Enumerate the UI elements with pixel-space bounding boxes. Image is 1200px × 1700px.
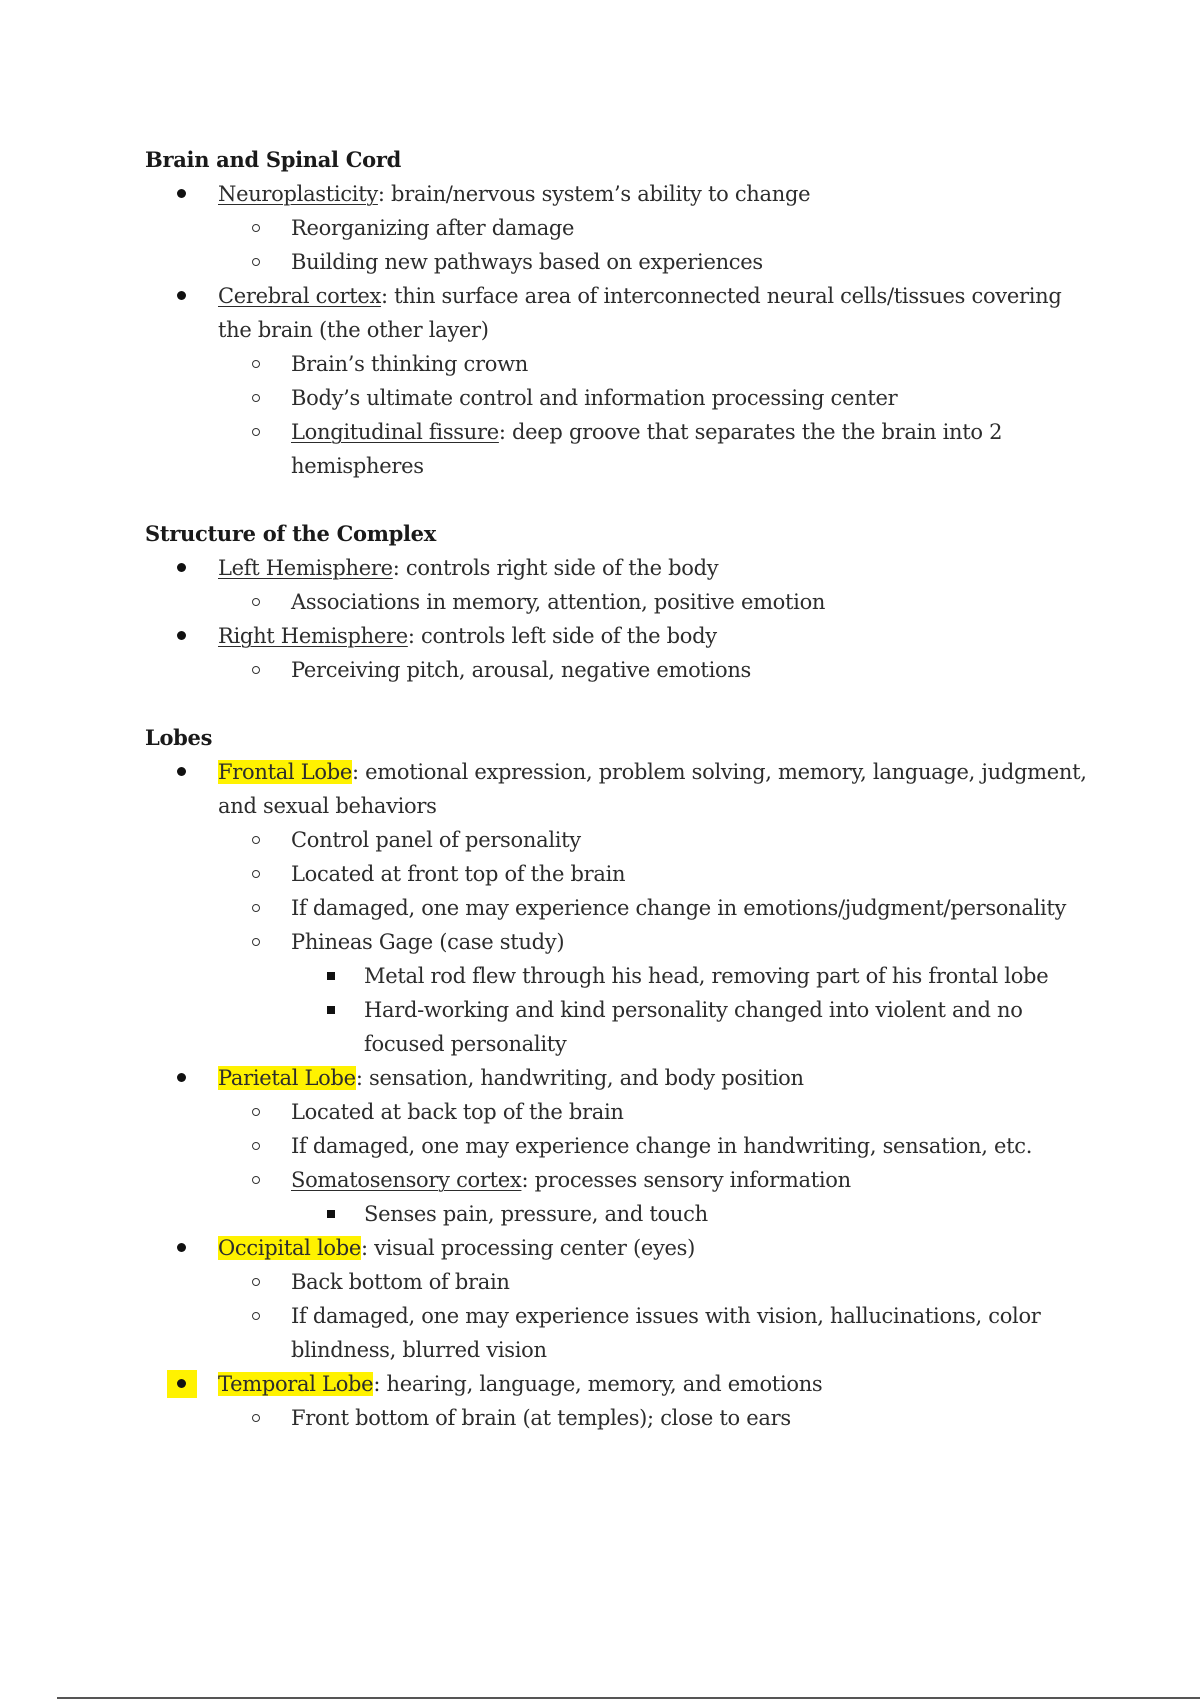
list-item	[218, 1095, 1095, 1129]
section-lobes	[145, 721, 1095, 1435]
list-item	[291, 993, 1095, 1061]
item-text: Reorganizing after damage	[291, 216, 575, 240]
definition-text: : thin surface area of interconnected neural cells/tissues covering the brain (the other layer)	[218, 284, 1062, 342]
sub-sub-list	[291, 959, 1095, 1061]
term-occipital-lobe: Occipital lobe	[218, 1236, 361, 1260]
term-left-hemisphere: Left Hemisphere	[218, 556, 393, 580]
section-heading: Lobes	[145, 725, 213, 750]
item-text: Located at back top of the brain	[291, 1100, 624, 1124]
item-text: Located at front top of the brain	[291, 862, 626, 886]
definition-text: : sensation, handwriting, and body position	[355, 1066, 804, 1090]
item-text: If damaged, one may experience change in handwriting, sensation, etc.	[291, 1134, 1033, 1158]
sub-list	[218, 1095, 1095, 1231]
definition-text: : emotional expression, problem solving, memory, language, judgment, and sexual behaviors	[218, 760, 1087, 818]
item-text: Building new pathways based on experiences	[291, 250, 763, 274]
bullet-icon	[177, 755, 187, 789]
hollow-bullet-icon	[252, 245, 262, 279]
sub-sub-list	[291, 1197, 1095, 1231]
hollow-bullet-icon	[252, 1095, 262, 1129]
sub-list	[218, 585, 1095, 619]
list-item	[218, 857, 1095, 891]
term-cerebral-cortex: Cerebral cortex	[218, 284, 382, 308]
term-temporal-lobe: Temporal Lobe	[218, 1372, 374, 1396]
list-item	[218, 653, 1095, 687]
sub-list	[218, 211, 1095, 279]
section-heading: Structure of the Complex	[145, 521, 436, 546]
list-item	[218, 585, 1095, 619]
term-parietal-lobe: Parietal Lobe	[218, 1066, 356, 1090]
bullet-icon	[177, 551, 187, 585]
item-text: If damaged, one may experience issues with vision, hallucinations, color blindness, blurred vision	[291, 1304, 1041, 1362]
definition-text: : processes sensory information	[521, 1168, 851, 1192]
bullet-icon	[177, 1231, 187, 1265]
bullet-icon	[177, 619, 187, 653]
list-item	[145, 279, 1095, 483]
square-bullet-icon	[327, 959, 337, 993]
hollow-bullet-icon	[252, 415, 262, 449]
hollow-bullet-icon	[252, 1265, 262, 1299]
item-text: Brain’s thinking crown	[291, 352, 528, 376]
list-item	[218, 1129, 1095, 1163]
list-item	[218, 823, 1095, 857]
hollow-bullet-icon	[252, 211, 262, 245]
hollow-bullet-icon	[252, 857, 262, 891]
list-item	[145, 619, 1095, 687]
hollow-bullet-icon	[252, 381, 262, 415]
list-item	[218, 245, 1095, 279]
bullet-icon	[177, 1061, 187, 1095]
hollow-bullet-icon	[252, 347, 262, 381]
item-text: Hard-working and kind personality changed into violent and no focused personality	[364, 998, 1023, 1056]
definition-text: : deep groove that separates the the brain into 2 hemispheres	[291, 420, 1003, 478]
list-item	[291, 959, 1095, 993]
definition-text: : hearing, language, memory, and emotions	[373, 1372, 823, 1396]
hollow-bullet-icon	[252, 891, 262, 925]
list-item	[145, 755, 1095, 1061]
hollow-bullet-icon	[252, 925, 262, 959]
list-item	[145, 551, 1095, 619]
item-text: If damaged, one may experience change in emotions/judgment/personality	[291, 896, 1067, 920]
bullet-icon	[177, 279, 187, 313]
square-bullet-icon	[327, 1197, 337, 1231]
definition-text: : brain/nervous system’s ability to change	[377, 182, 811, 206]
list-item	[218, 1401, 1095, 1435]
hollow-bullet-icon	[252, 653, 262, 687]
bullet-list	[145, 755, 1095, 1435]
term-frontal-lobe: Frontal Lobe	[218, 760, 352, 784]
sub-list	[218, 1265, 1095, 1367]
sub-list	[218, 653, 1095, 687]
list-item	[218, 381, 1095, 415]
document-body	[145, 143, 1095, 1435]
hollow-bullet-icon	[252, 585, 262, 619]
item-text: Phineas Gage (case study)	[291, 930, 565, 954]
definition-text: : controls left side of the body	[407, 624, 717, 648]
bullet-icon	[177, 1367, 187, 1401]
hollow-bullet-icon	[252, 1401, 262, 1435]
list-item	[145, 1231, 1095, 1367]
footer-rule	[57, 1697, 1200, 1699]
list-item	[218, 211, 1095, 245]
item-text: Metal rod flew through his head, removing part of his frontal lobe	[364, 964, 1049, 988]
definition-text: : visual processing center (eyes)	[361, 1236, 696, 1260]
item-text: Senses pain, pressure, and touch	[364, 1202, 708, 1226]
item-text: Control panel of personality	[291, 828, 581, 852]
list-item	[145, 1367, 1095, 1435]
item-text: Associations in memory, attention, positive emotion	[291, 590, 826, 614]
list-item	[218, 1299, 1095, 1367]
list-item	[291, 1197, 1095, 1231]
section-structure-of-the-complex	[145, 517, 1095, 687]
bullet-list	[145, 177, 1095, 483]
list-item	[218, 891, 1095, 925]
hollow-bullet-icon	[252, 1129, 262, 1163]
bullet-list	[145, 551, 1095, 687]
sub-list	[218, 1401, 1095, 1435]
sub-list	[218, 347, 1095, 483]
list-item	[145, 177, 1095, 279]
hollow-bullet-icon	[252, 823, 262, 857]
square-bullet-icon	[327, 993, 337, 1027]
term-somatosensory-cortex: Somatosensory cortex	[291, 1168, 522, 1192]
item-text: Front bottom of brain (at temples); close to ears	[291, 1406, 791, 1430]
section-heading: Brain and Spinal Cord	[145, 147, 402, 172]
definition-text: : controls right side of the body	[392, 556, 719, 580]
term-right-hemisphere: Right Hemisphere	[218, 624, 408, 648]
list-item	[218, 1163, 1095, 1231]
section-brain-and-spinal-cord	[145, 143, 1095, 483]
list-item	[218, 415, 1095, 483]
sub-list	[218, 823, 1095, 1061]
list-item	[218, 347, 1095, 381]
hollow-bullet-icon	[252, 1299, 262, 1333]
list-item	[218, 925, 1095, 1061]
list-item	[145, 1061, 1095, 1231]
term-longitudinal-fissure: Longitudinal fissure	[291, 420, 499, 444]
term-neuroplasticity: Neuroplasticity	[218, 182, 378, 206]
list-item	[218, 1265, 1095, 1299]
bullet-icon	[177, 177, 187, 211]
item-text: Perceiving pitch, arousal, negative emotions	[291, 658, 752, 682]
item-text: Body’s ultimate control and information processing center	[291, 386, 898, 410]
hollow-bullet-icon	[252, 1163, 262, 1197]
item-text: Back bottom of brain	[291, 1270, 510, 1294]
